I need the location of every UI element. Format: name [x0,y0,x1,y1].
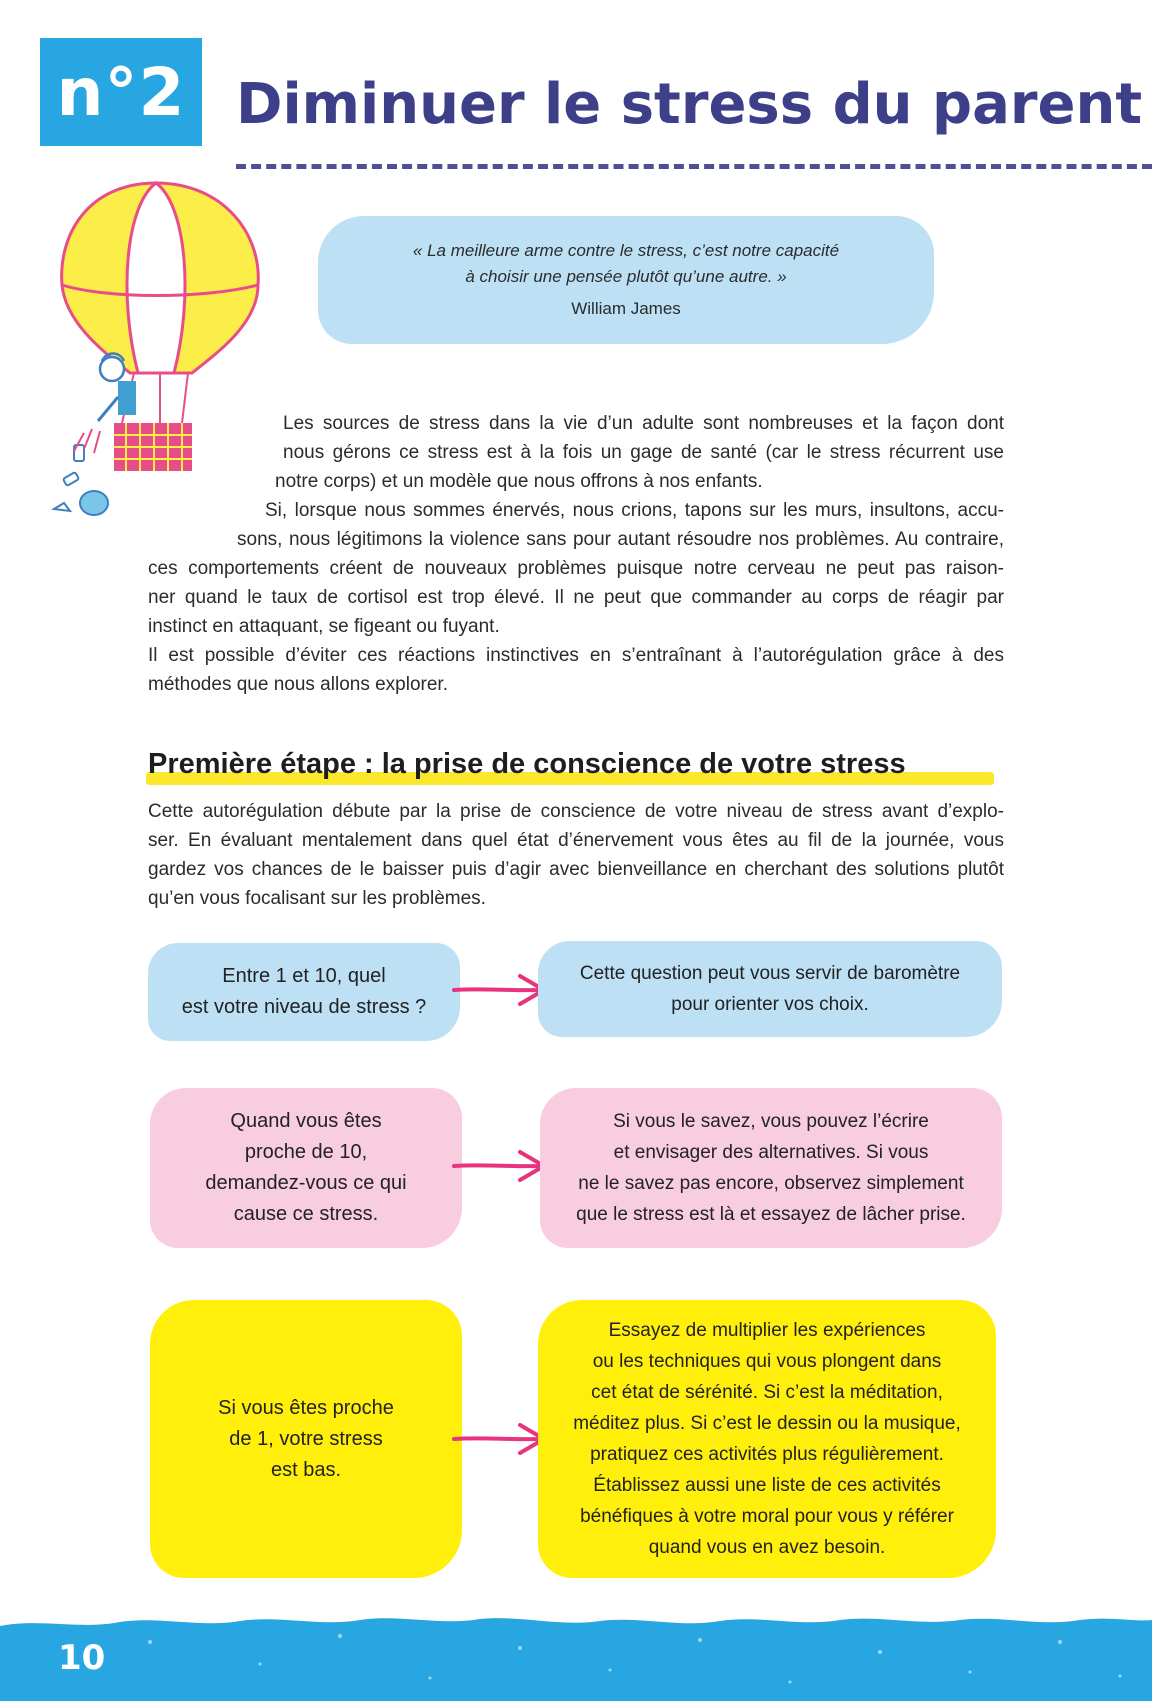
step-3-answer-box [538,1300,996,1578]
intro-paragraphs [148,409,1004,699]
intro-line: nous gérons ce stress est à la fois un gage de santé (car le stress récurrent use [283,442,1004,463]
step-3-answer-line: Établissez aussi une liste de ces activités [593,1475,941,1496]
section-line: ser. En évaluant mentalement dans quel état d’énervement vous êtes au fil de la journée, vous [148,830,1004,851]
step-1-answer-box [538,941,1002,1037]
step-3-question-line: est bas. [270,1458,342,1481]
step-3-answer-line: Essayez de multiplier les expériences [608,1320,926,1341]
page-number: 10 [58,1638,106,1678]
section-line: Cette autorégulation débute par la prise de conscience de votre niveau de stress avant d’explo- [148,801,1004,822]
page-title: Diminuer le stress du parent [236,72,1143,137]
step-1-question-line: est votre niveau de stress ? [181,996,427,1018]
falling-objects [54,429,108,515]
step-2-answer-line: que le stress est là et essayez de lâcher prise. [576,1204,966,1225]
step-3-answer-line: quand vous en avez besoin. [648,1537,886,1558]
step-3-question-line: de 1, votre stress [229,1427,383,1450]
section-title: Première étape : la prise de conscience de votre stress [148,748,906,780]
section-line: gardez vos chances de le baisser puis d’agir avec bienveillance en cherchant des solutions plutôt [148,859,1004,880]
quote-author: William James [571,299,681,318]
step-3-question-line: Si vous êtes proche [218,1396,394,1419]
quote-bubble [318,216,934,344]
step-2-question-box [150,1088,462,1248]
footer-wave-band [0,1612,1152,1701]
intro-line: Si, lorsque nous sommes énervés, nous crions, tapons sur les murs, insultons, accu- [265,500,1004,521]
step-2-answer-line: Si vous le savez, vous pouvez l’écrire [613,1111,929,1132]
intro-line: Il est possible d’éviter ces réactions instinctives en s’entraînant à l’autorégulation grâce à des [148,645,1004,666]
intro-line: notre corps) et un modèle que nous offrons à nos enfants. [275,471,763,492]
step-2-answer-box [540,1088,1002,1248]
section-line: qu’en vous focalisant sur les problèmes. [148,888,486,909]
intro-line: ner quand le taux de cortisol est trop élevé. Il ne peut que commander au corps de réagir par [148,587,1004,608]
step-3-question-box [150,1300,462,1578]
step-3-arrow-icon [452,1419,552,1459]
intro-line: Les sources de stress dans la vie d’un adulte sont nombreuses et la façon dont [283,413,1004,434]
step-3-answer-line: ou les techniques qui vous plongent dans [592,1351,942,1372]
balloon-envelope [62,183,259,373]
intro-line: instinct en attaquant, se figeant ou fuyant. [148,616,500,637]
step-1-answer-line: Cette question peut vous servir de baromètre [579,963,961,984]
quote-line: à choisir une pensée plutôt qu’une autre. » [465,267,787,286]
quote-text [318,238,934,290]
step-2-question-line: Quand vous êtes [230,1110,382,1132]
step-3-answer-line: méditez plus. Si c’est le dessin ou la musique, [573,1413,961,1434]
step-3-answer-line: cet état de sérénité. Si c’est la méditation, [591,1382,943,1403]
step-2-question-line: proche de 10, [244,1141,368,1163]
section-paragraph [148,797,1004,913]
title-dashed-rule [236,164,1152,169]
step-2-arrow-icon [452,1146,552,1186]
intro-line: ces comportements créent de nouveaux problèmes puisque notre cerveau ne peut pas raison- [148,558,1004,579]
step-2-question-line: demandez-vous ce qui [205,1172,407,1194]
step-1-answer-line: pour orienter vos choix. [671,994,869,1015]
step-2-question-line: cause ce stress. [233,1203,379,1225]
step-1-arrow-icon [452,970,552,1010]
step-2-answer-line: et envisager des alternatives. Si vous [613,1142,929,1163]
step-3-answer-line: bénéfiques à votre moral pour vous y référer [580,1506,954,1527]
intro-line: méthodes que nous allons explorer. [148,674,448,695]
step-1-question-line: Entre 1 et 10, quel [222,965,386,987]
step-2-answer-line: ne le savez pas encore, observez simplement [578,1173,964,1194]
quote-line: « La meilleure arme contre le stress, c’est notre capacité [412,241,840,260]
step-1-question-box [148,943,460,1041]
intro-line: sons, nous légitimons la violence sans pour autant résoudre nos problèmes. Au contraire, [237,529,1004,550]
chapter-badge: n°2 [40,38,202,146]
step-3-answer-line: pratiquez ces activités plus régulièrement. [590,1444,944,1465]
